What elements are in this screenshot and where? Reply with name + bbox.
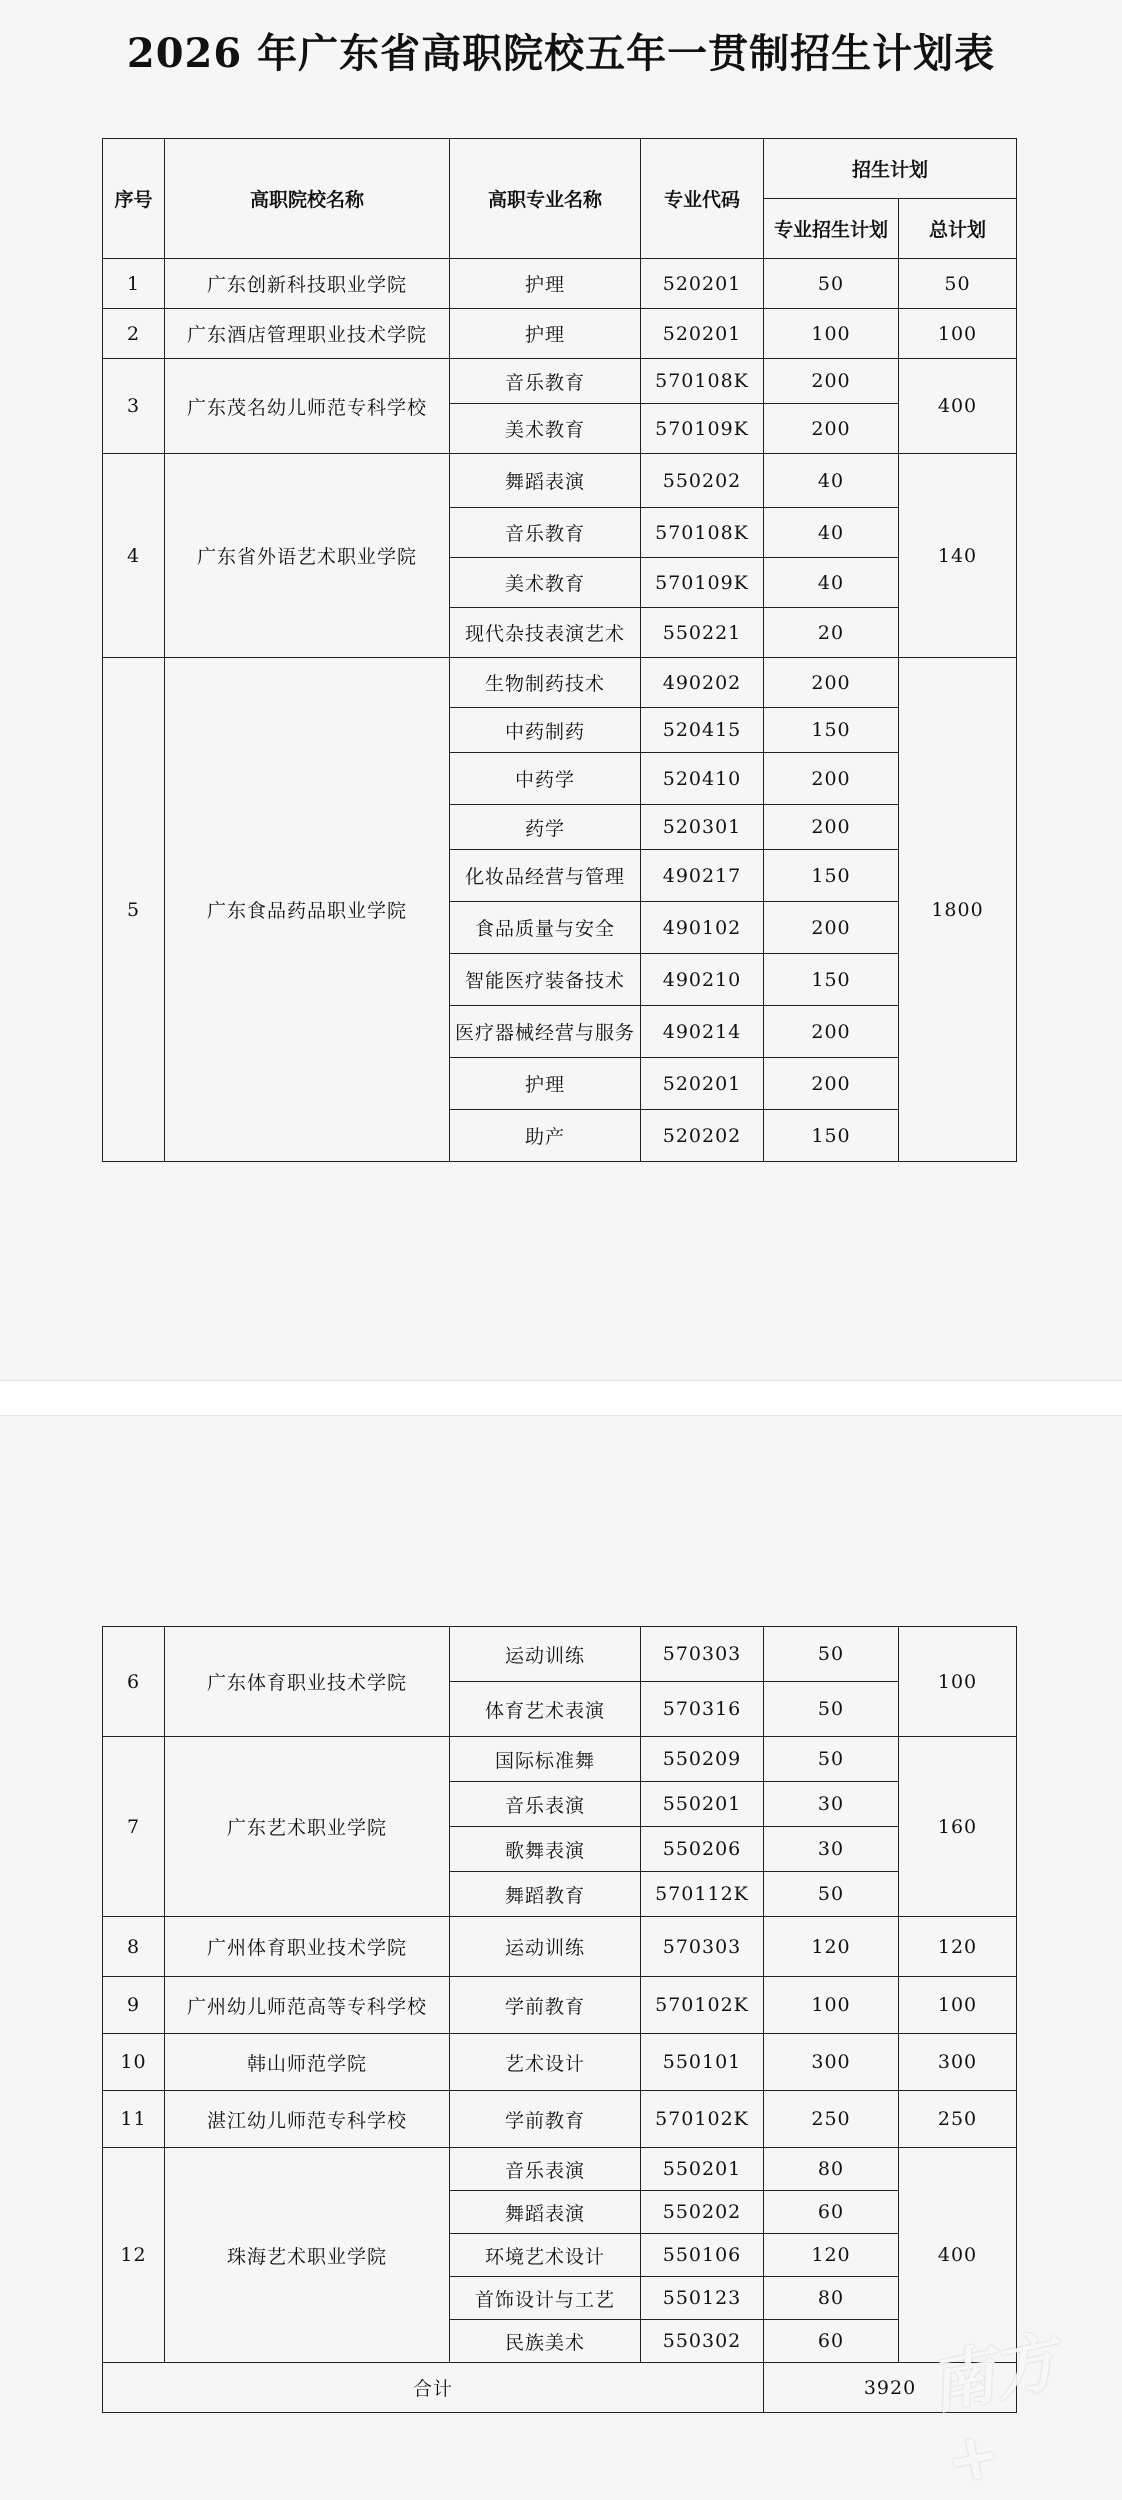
cell-code: 490217	[641, 850, 764, 902]
cell-code: 490102	[641, 902, 764, 954]
cell-school: 广东食品药品职业学院	[165, 658, 450, 1162]
cell-major-plan: 50	[764, 1682, 899, 1737]
cell-code: 550221	[641, 608, 764, 658]
cell-code: 550209	[641, 1737, 764, 1782]
cell-school: 广东酒店管理职业技术学院	[165, 309, 450, 359]
table-body-part-1	[103, 259, 1017, 1162]
cell-code: 570112K	[641, 1872, 764, 1917]
cell-major: 中药学	[450, 753, 641, 805]
header-code: 专业代码	[641, 139, 764, 259]
cell-index: 2	[103, 309, 165, 359]
cell-code: 570108K	[641, 359, 764, 404]
cell-school: 广东体育职业技术学院	[165, 1627, 450, 1737]
cell-major-plan: 120	[764, 2234, 899, 2277]
cell-major: 生物制药技术	[450, 658, 641, 708]
cell-major-plan: 100	[764, 309, 899, 359]
cell-major: 环境艺术设计	[450, 2234, 641, 2277]
cell-code: 570109K	[641, 558, 764, 608]
cell-code: 520201	[641, 259, 764, 309]
watermark-text: 南方+	[923, 2323, 1064, 2500]
cell-total-plan: 160	[899, 1737, 1017, 1917]
total-label: 合计	[103, 2363, 764, 2413]
cell-total-plan: 100	[899, 1627, 1017, 1737]
cell-total-plan: 100	[899, 309, 1017, 359]
cell-major: 舞蹈教育	[450, 1872, 641, 1917]
cell-index: 8	[103, 1917, 165, 1977]
cell-major-plan: 150	[764, 1110, 899, 1162]
cell-major-plan: 50	[764, 1872, 899, 1917]
cell-major-plan: 200	[764, 359, 899, 404]
cell-major: 美术教育	[450, 558, 641, 608]
cell-code: 550202	[641, 2191, 764, 2234]
cell-total-plan: 100	[899, 1977, 1017, 2034]
cell-major-plan: 200	[764, 902, 899, 954]
cell-code: 490202	[641, 658, 764, 708]
cell-index: 7	[103, 1737, 165, 1917]
cell-major: 药学	[450, 805, 641, 850]
cell-major-plan: 200	[764, 753, 899, 805]
cell-major: 现代杂技表演艺术	[450, 608, 641, 658]
cell-major: 运动训练	[450, 1917, 641, 1977]
cell-school: 韩山师范学院	[165, 2034, 450, 2091]
header-plan: 招生计划	[764, 139, 1017, 199]
table-row	[103, 359, 1017, 404]
cell-code: 490214	[641, 1006, 764, 1058]
cell-index: 3	[103, 359, 165, 454]
cell-major-plan: 40	[764, 558, 899, 608]
cell-major-plan: 150	[764, 954, 899, 1006]
cell-major: 舞蹈表演	[450, 454, 641, 508]
cell-school: 珠海艺术职业学院	[165, 2148, 450, 2363]
cell-major: 运动训练	[450, 1627, 641, 1682]
cell-index: 12	[103, 2148, 165, 2363]
cell-major: 中药制药	[450, 708, 641, 753]
cell-code: 570102K	[641, 1977, 764, 2034]
cell-code: 570316	[641, 1682, 764, 1737]
enrollment-table-part-2	[102, 1626, 1017, 2413]
cell-total-plan: 250	[899, 2091, 1017, 2148]
cell-code: 550101	[641, 2034, 764, 2091]
cell-major-plan: 80	[764, 2277, 899, 2320]
cell-major-plan: 150	[764, 850, 899, 902]
enrollment-table-part-1	[102, 138, 1017, 1162]
cell-school: 广东茂名幼儿师范专科学校	[165, 359, 450, 454]
cell-major: 学前教育	[450, 2091, 641, 2148]
cell-major: 民族美术	[450, 2320, 641, 2363]
cell-major: 护理	[450, 309, 641, 359]
cell-major: 医疗器械经营与服务	[450, 1006, 641, 1058]
cell-code: 520201	[641, 309, 764, 359]
cell-major: 首饰设计与工艺	[450, 2277, 641, 2320]
cell-code: 570303	[641, 1917, 764, 1977]
cell-major-plan: 40	[764, 454, 899, 508]
cell-code: 550106	[641, 2234, 764, 2277]
header-total-plan: 总计划	[899, 199, 1017, 259]
header-school: 高职院校名称	[165, 139, 450, 259]
cell-major: 音乐教育	[450, 359, 641, 404]
cell-index: 10	[103, 2034, 165, 2091]
cell-code: 570303	[641, 1627, 764, 1682]
header-index: 序号	[103, 139, 165, 259]
cell-code: 550201	[641, 1782, 764, 1827]
cell-major: 舞蹈表演	[450, 2191, 641, 2234]
cell-index: 5	[103, 658, 165, 1162]
cell-major: 歌舞表演	[450, 1827, 641, 1872]
cell-major-plan: 80	[764, 2148, 899, 2191]
cell-total-plan: 120	[899, 1917, 1017, 1977]
cell-major-plan: 120	[764, 1917, 899, 1977]
cell-index: 4	[103, 454, 165, 658]
cell-major-plan: 40	[764, 508, 899, 558]
cell-major: 美术教育	[450, 404, 641, 454]
table-row	[103, 1917, 1017, 1977]
cell-index: 9	[103, 1977, 165, 2034]
cell-index: 11	[103, 2091, 165, 2148]
cell-major-plan: 50	[764, 1737, 899, 1782]
cell-code: 520202	[641, 1110, 764, 1162]
cell-school: 广东艺术职业学院	[165, 1737, 450, 1917]
page-title: 2026 年广东省高职院校五年一贯制招生计划表	[126, 30, 996, 77]
cell-major-plan: 100	[764, 1977, 899, 2034]
cell-major-plan: 200	[764, 1006, 899, 1058]
cell-major: 音乐表演	[450, 1782, 641, 1827]
cell-school: 广州幼儿师范高等专科学校	[165, 1977, 450, 2034]
cell-code: 550202	[641, 454, 764, 508]
cell-major: 智能医疗装备技术	[450, 954, 641, 1006]
cell-major: 护理	[450, 259, 641, 309]
cell-code: 520301	[641, 805, 764, 850]
cell-major: 学前教育	[450, 1977, 641, 2034]
cell-code: 570109K	[641, 404, 764, 454]
header-major: 高职专业名称	[450, 139, 641, 259]
table-row	[103, 309, 1017, 359]
cell-major: 体育艺术表演	[450, 1682, 641, 1737]
cell-major: 音乐表演	[450, 2148, 641, 2191]
table-row	[103, 454, 1017, 508]
cell-code: 520415	[641, 708, 764, 753]
cell-major-plan: 200	[764, 658, 899, 708]
cell-major-plan: 30	[764, 1782, 899, 1827]
cell-code: 550201	[641, 2148, 764, 2191]
page-break	[0, 1380, 1122, 1416]
cell-code: 570108K	[641, 508, 764, 558]
cell-major-plan: 200	[764, 805, 899, 850]
cell-major-plan: 50	[764, 1627, 899, 1682]
cell-code: 490210	[641, 954, 764, 1006]
cell-total-plan: 400	[899, 2148, 1017, 2363]
grand-total: 3920	[764, 2363, 1017, 2413]
table-body-part-2	[103, 1627, 1017, 2363]
cell-major-plan: 200	[764, 1058, 899, 1110]
cell-total-plan: 300	[899, 2034, 1017, 2091]
cell-school: 广东省外语艺术职业学院	[165, 454, 450, 658]
table-row	[103, 658, 1017, 708]
cell-major: 国际标准舞	[450, 1737, 641, 1782]
cell-major-plan: 200	[764, 404, 899, 454]
table-row	[103, 259, 1017, 309]
cell-code: 520410	[641, 753, 764, 805]
cell-code: 570102K	[641, 2091, 764, 2148]
cell-major-plan: 50	[764, 259, 899, 309]
cell-index: 1	[103, 259, 165, 309]
cell-school: 广州体育职业技术学院	[165, 1917, 450, 1977]
cell-school: 湛江幼儿师范专科学校	[165, 2091, 450, 2148]
cell-major-plan: 20	[764, 608, 899, 658]
cell-major: 化妆品经营与管理	[450, 850, 641, 902]
table-row	[103, 1737, 1017, 1782]
table-row	[103, 2148, 1017, 2191]
cell-code: 550123	[641, 2277, 764, 2320]
cell-major: 音乐教育	[450, 508, 641, 558]
table-row	[103, 2091, 1017, 2148]
table-row	[103, 1627, 1017, 1682]
cell-major-plan: 300	[764, 2034, 899, 2091]
cell-major: 助产	[450, 1110, 641, 1162]
cell-total-plan: 50	[899, 259, 1017, 309]
cell-total-plan: 1800	[899, 658, 1017, 1162]
cell-total-plan: 140	[899, 454, 1017, 658]
cell-major: 食品质量与安全	[450, 902, 641, 954]
cell-code: 550206	[641, 1827, 764, 1872]
cell-major-plan: 150	[764, 708, 899, 753]
cell-major: 艺术设计	[450, 2034, 641, 2091]
cell-major-plan: 60	[764, 2191, 899, 2234]
header-major-plan: 专业招生计划	[764, 199, 899, 259]
table-row	[103, 2034, 1017, 2091]
cell-major-plan: 30	[764, 1827, 899, 1872]
cell-major: 护理	[450, 1058, 641, 1110]
total-row	[103, 2363, 1017, 2413]
table-row	[103, 1977, 1017, 2034]
cell-code: 520201	[641, 1058, 764, 1110]
cell-school: 广东创新科技职业学院	[165, 259, 450, 309]
cell-total-plan: 400	[899, 359, 1017, 454]
cell-major-plan: 60	[764, 2320, 899, 2363]
cell-code: 550302	[641, 2320, 764, 2363]
cell-index: 6	[103, 1627, 165, 1737]
cell-major-plan: 250	[764, 2091, 899, 2148]
